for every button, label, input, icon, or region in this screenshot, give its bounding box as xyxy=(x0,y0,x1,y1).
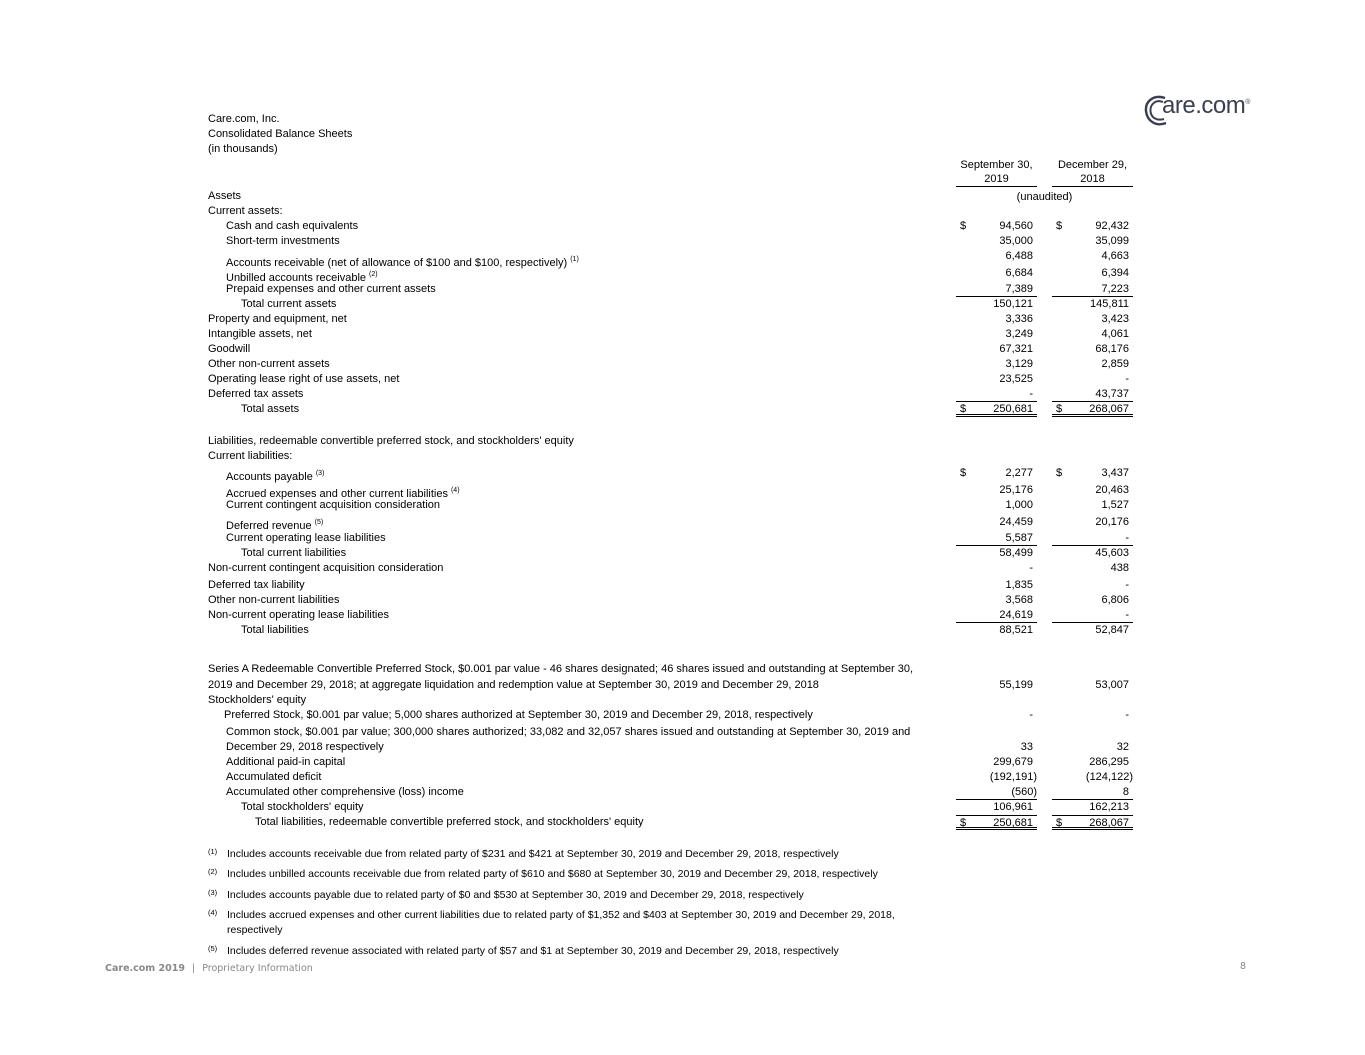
statement-title: Consolidated Balance Sheets xyxy=(208,128,353,140)
row-total-liabilities-and-equity: Total liabilities, redeemable convertible preferred stock, and stockholders' equity $ 250,681 $ 268,067 xyxy=(208,815,1138,830)
row-total-current-assets: Total current assets 150,121 145,811 xyxy=(241,298,1129,310)
row-deferred-tax-liability: Deferred tax liability 1,835 - xyxy=(208,579,1129,591)
row-liabilities-heading: Liabilities, redeemable convertible preferred stock, and stockholders' equity xyxy=(208,435,574,447)
row-total-stockholders-equity: Total stockholders' equity 106,961 162,213 xyxy=(241,801,1129,813)
row-other-noncurrent-assets: Other non-current assets 3,129 2,859 xyxy=(208,358,1129,370)
row-unbilled-receivable: Unbilled accounts receivable $^{(2)}$ 6,684 6,394 xyxy=(226,267,1129,284)
row-cash: Cash and cash equivalents $ 94,560 $ 92,432 xyxy=(226,220,1129,232)
row-accrued-expenses: Accrued expenses and other current liabilities $^{(4)}$ 25,176 20,463 xyxy=(226,484,1129,500)
row-total-assets: Total assets $ 250,681 $ 268,067 xyxy=(208,402,1138,417)
page-number: 8 xyxy=(1240,961,1247,972)
row-short-term-investments: Short-term investments 35,000 35,099 xyxy=(226,235,1129,247)
page-footer xyxy=(105,963,313,974)
row-aoci: Accumulated other comprehensive (loss) income (560) 8 xyxy=(208,785,1138,800)
row-accumulated-deficit: Accumulated deficit (192,191) (124,122) xyxy=(226,771,1133,783)
col1-header-rule xyxy=(956,186,1037,187)
row-current-contingent: Current contingent acquisition consideration 1,000 1,527 xyxy=(226,499,1129,511)
row-apic: Additional paid-in capital 299,679 286,295 xyxy=(226,756,1129,768)
row-noncurrent-op-lease: Non-current operating lease liabilities 24,619 - xyxy=(208,608,1138,623)
row-common-stock-line1: Common stock, $0.001 par value; 300,000 shares authorized; 33,082 and 32,057 shares issued and outstanding at September 30, 2019 and xyxy=(226,726,911,738)
row-intangible-assets: Intangible assets, net 3,249 4,061 xyxy=(208,328,1129,340)
row-other-noncurrent-liabilities: Other non-current liabilities 3,568 6,806 xyxy=(208,594,1129,606)
column-header-sep-2019 xyxy=(956,158,1037,186)
row-current-op-lease: Current operating lease liabilities 5,587 - xyxy=(208,531,1138,546)
care-com-logo xyxy=(1143,94,1263,128)
footer-separator: | xyxy=(191,963,196,974)
row-series-a-line2: 2019 and December 29, 2018; at aggregate liquidation and redemption value at September 30, 2019 and December 29, 2018 55,199 53,007 xyxy=(208,679,1129,691)
row-accounts-payable: Accounts payable $^{(3)}$ $ 2,277 $ 3,437 xyxy=(226,467,1129,483)
row-deferred-revenue: Deferred revenue $^{(5)}$ 24,459 20,176 xyxy=(226,516,1129,532)
footer-label: Proprietary Information xyxy=(202,963,313,974)
row-deferred-tax-assets: Deferred tax assets - 43,737 xyxy=(208,387,1138,402)
row-preferred-stock: Preferred Stock, $0.001 par value; 5,000 shares authorized at September 30, 2019 and December 29, 2018, respectively - - xyxy=(224,709,1129,721)
col2-header-rule xyxy=(1052,186,1133,187)
col2-date: December 29, xyxy=(1057,159,1128,171)
row-operating-lease-rou: Operating lease right of use assets, net 23,525 - xyxy=(208,373,1129,385)
row-common-stock-line2: December 29, 2018 respectively 33 32 xyxy=(226,741,1129,753)
column-header-dec-2018 xyxy=(1052,158,1133,186)
logo-text: are.com® xyxy=(1162,92,1250,119)
row-prepaid-expenses: Prepaid expenses and other current assets 7,389 7,223 xyxy=(208,282,1138,297)
company-name: Care.com, Inc. xyxy=(208,113,280,125)
row-assets-heading: Assets xyxy=(208,190,242,202)
row-stockholders-equity-heading: Stockholders' equity xyxy=(208,694,307,706)
row-series-a-line1: Series A Redeemable Convertible Preferred Stock, $0.001 par value - 46 shares designated; 46 shares issued and outstanding at September 30, xyxy=(208,663,914,675)
row-total-liabilities: Total liabilities 88,521 52,847 xyxy=(241,624,1129,636)
units-note: (in thousands) xyxy=(208,143,278,155)
col1-date: September 30, xyxy=(960,159,1033,171)
col1-year: 2019 xyxy=(984,173,1009,185)
unaudited-label: (unaudited) xyxy=(1016,191,1073,203)
row-total-current-liabilities: Total current liabilities 58,499 45,603 xyxy=(241,547,1129,559)
row-accounts-receivable: Accounts receivable (net of allowance of $100 and $100, respectively) $^{(1)}$ 6,488 4,663 xyxy=(226,250,1129,269)
col2-year: 2018 xyxy=(1080,173,1105,185)
row-current-liabilities-heading: Current liabilities: xyxy=(208,450,293,462)
row-property-equipment: Property and equipment, net 3,336 3,423 xyxy=(208,313,1129,325)
row-current-assets-heading: Current assets: xyxy=(208,205,283,217)
row-goodwill: Goodwill 67,321 68,176 xyxy=(208,343,1129,355)
footer-brand: Care.com 2019 xyxy=(105,963,185,974)
row-noncurrent-contingent: Non-current contingent acquisition consideration - 438 xyxy=(208,562,1129,574)
